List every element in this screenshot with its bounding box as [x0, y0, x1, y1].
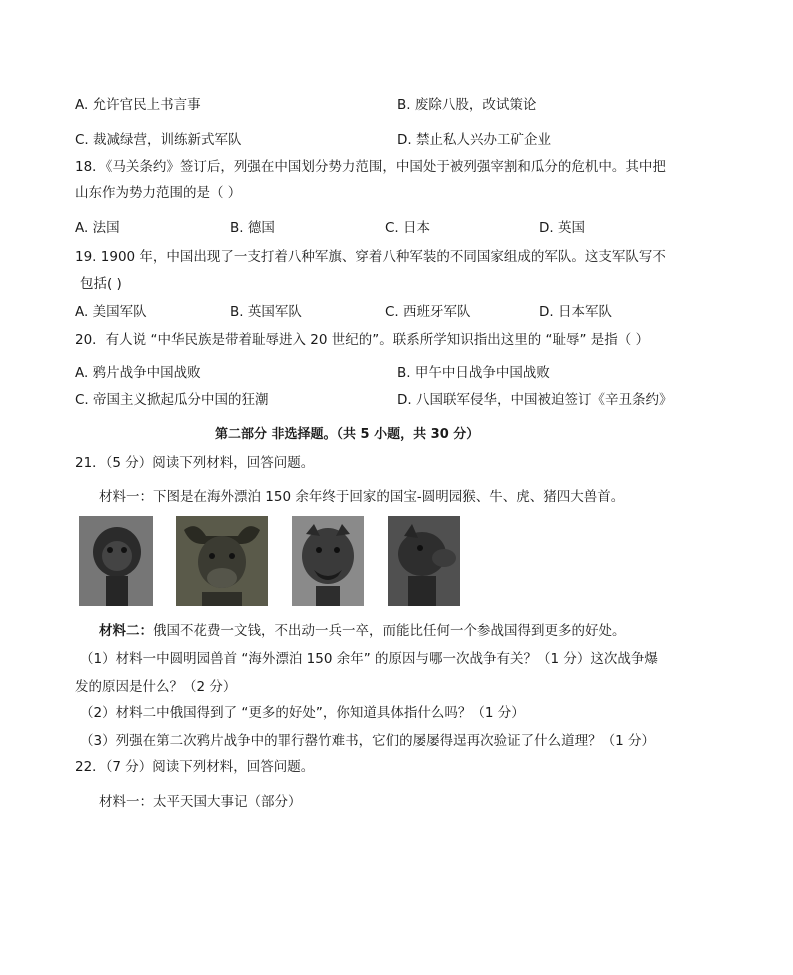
- q17-option-b: B. 废除八股，改试策论: [397, 97, 537, 113]
- q21-sub1-line1: （1）材料一中圆明园兽首 “海外漂泊 150 余年” 的原因与哪一次战争有关？（1 分）这次战争爆: [80, 651, 658, 667]
- q18-stem-line2: 山东作为势力范围的是（ ）: [75, 185, 242, 201]
- q18-option-c: C. 日本: [385, 220, 431, 236]
- pig-head-photo: [388, 516, 460, 606]
- q17-option-c: C. 裁减绿营，训练新式军队: [75, 132, 242, 148]
- q17-option-d: D. 禁止私人兴办工矿企业: [397, 132, 551, 148]
- q20-option-d: D. 八国联军侵华，中国被迫签订《辛丑条约》: [397, 392, 673, 408]
- q21-sub2: （2）材料二中俄国得到了 “更多的好处”，你知道具体指什么吗？（1 分）: [80, 705, 525, 721]
- q18-stem-line1: 18．《马关条约》签订后，列强在中国划分势力范围，中国处于被列强宰割和瓜分的危机中。其中把: [75, 159, 666, 175]
- q19-stem-line2: 包括( ): [80, 276, 122, 292]
- q20-option-c: C. 帝国主义掀起瓜分中国的狂潮: [75, 392, 269, 408]
- q21-material2-label: 材料二：: [99, 623, 153, 639]
- q20-stem: 20．有人说 “中华民族是带着耻辱进入 20 世纪的”。联系所学知识指出这里的 “耻辱” 是指（ ）: [75, 332, 650, 348]
- q21-material2-text: 俄国不花费一文钱，不出动一兵一卒，而能比任何一个参战国得到更多的好处。: [153, 623, 626, 639]
- q21-stem: 21．（5 分）阅读下列材料，回答问题。: [75, 455, 315, 471]
- q20-option-b: B. 甲午中日战争中国战败: [397, 365, 550, 381]
- q22-stem: 22．（7 分）阅读下列材料，回答问题。: [75, 759, 315, 775]
- q19-stem-line1: 19. 1900 年，中国出现了一支打着八种军旗、穿着八种军装的不同国家组成的军队。这支军队写不: [75, 249, 666, 265]
- q19-option-a: A. 美国军队: [75, 304, 147, 320]
- q19-option-c: C. 西班牙军队: [385, 304, 471, 320]
- q19-option-b: B. 英国军队: [230, 304, 302, 320]
- q21-sub1-line2: 发的原因是什么？（2 分）: [75, 679, 237, 695]
- q20-option-a: A. 鸦片战争中国战败: [75, 365, 201, 381]
- q22-material1: 材料一：太平天国大事记（部分）: [99, 794, 302, 810]
- q18-option-a: A. 法国: [75, 220, 120, 236]
- q17-option-a: A. 允许官民上书言事: [75, 97, 201, 113]
- q21-material1: 材料一：下图是在海外漂泊 150 余年终于回家的国宝-圆明园猴、牛、虎、猪四大兽首。: [99, 489, 625, 505]
- q18-option-d: D. 英国: [539, 220, 585, 236]
- q21-sub3: （3）列强在第二次鸦片战争中的罪行罄竹难书，它们的屡屡得逞再次验证了什么道理？（1 分）: [80, 733, 655, 749]
- q21-material2: [99, 622, 626, 640]
- monkey-head-photo: [79, 516, 153, 606]
- q19-option-d: D. 日本军队: [539, 304, 612, 320]
- q18-option-b: B. 德国: [230, 220, 275, 236]
- tiger-head-photo: [292, 516, 364, 606]
- ox-head-photo: [176, 516, 268, 606]
- part2-title: 第二部分 非选择题。（共 5 小题，共 30 分）: [215, 427, 480, 442]
